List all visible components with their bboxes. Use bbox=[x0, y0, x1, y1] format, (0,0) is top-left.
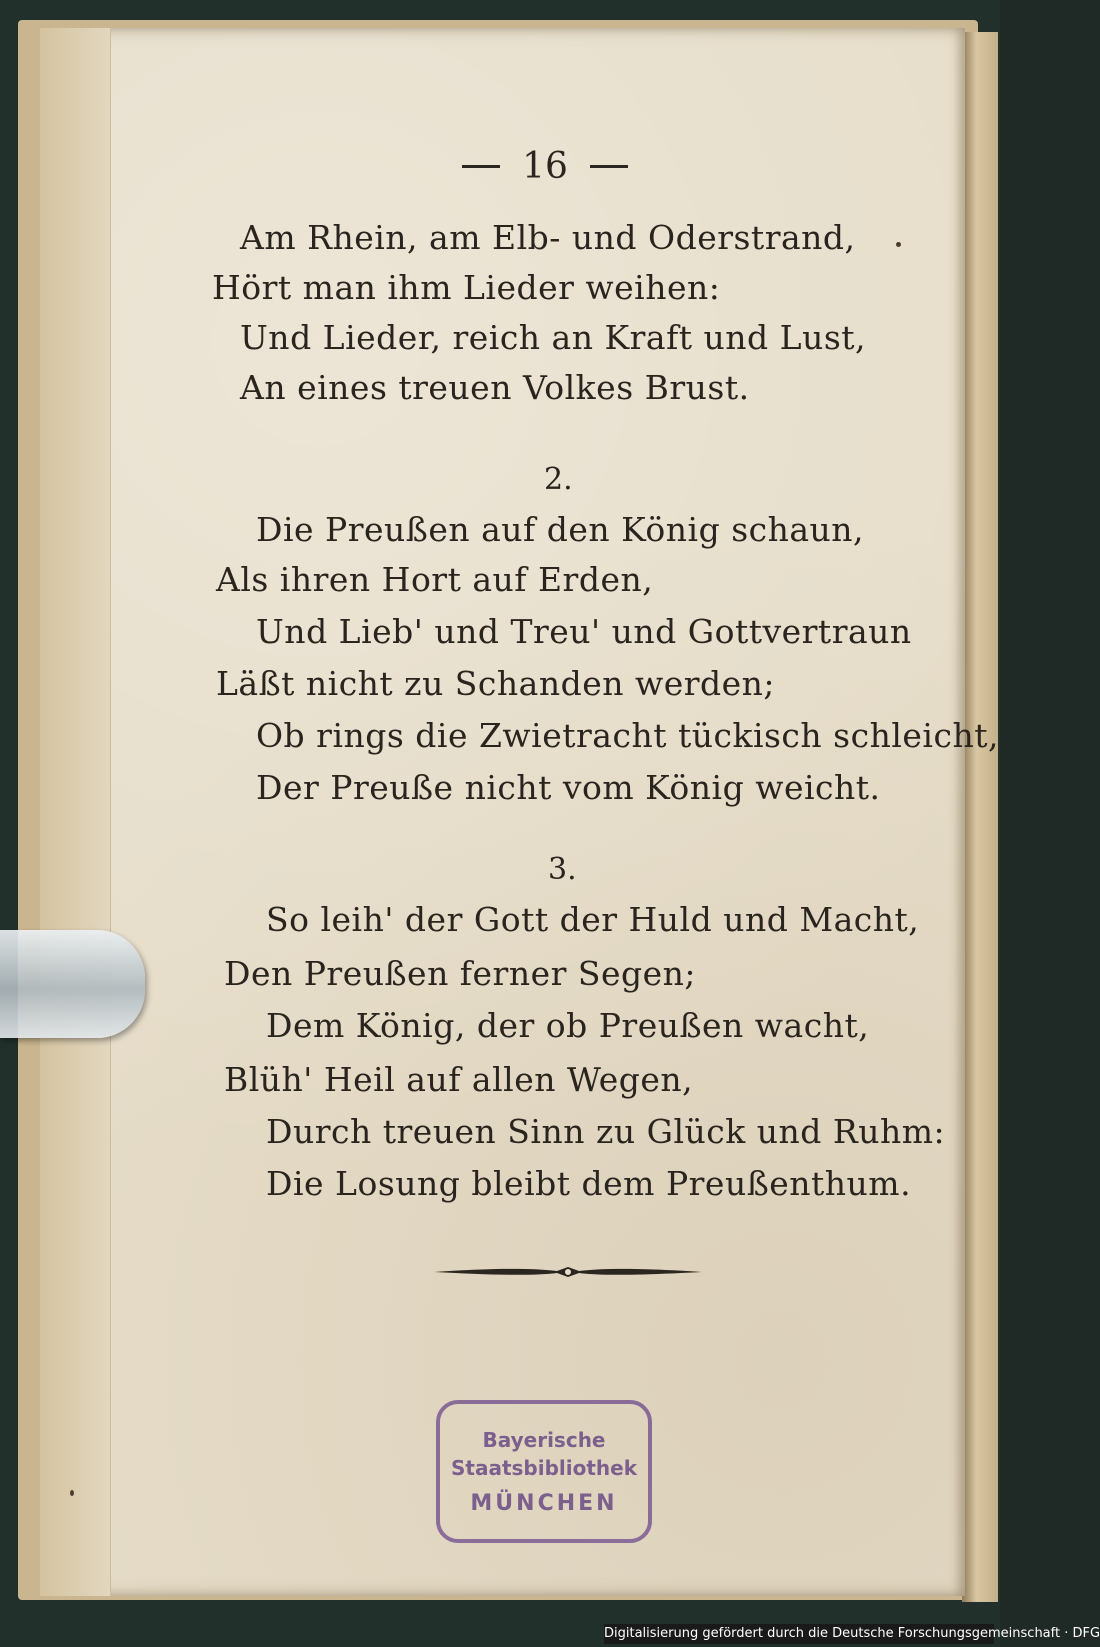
verse-line: Ob rings die Zwietracht tückisch schleicht, bbox=[256, 716, 999, 755]
verse-line: An eines treuen Volkes Brust. bbox=[240, 368, 750, 407]
verse-line: Die Losung bleibt dem Preußenthum. bbox=[266, 1164, 912, 1203]
verse-line: Den Preußen ferner Segen; bbox=[224, 954, 697, 993]
verse-line: Dem König, der ob Preußen wacht, bbox=[266, 1006, 870, 1045]
page-gutter bbox=[40, 28, 111, 1596]
page-number: 16 bbox=[522, 145, 568, 187]
stanza-number: 3. bbox=[548, 852, 577, 887]
stamp-city: MÜNCHEN bbox=[470, 1491, 618, 1516]
paper-speck bbox=[896, 242, 901, 247]
verse-line: Läßt nicht zu Schanden werden; bbox=[216, 664, 776, 703]
verse-line: Blüh' Heil auf allen Wegen, bbox=[224, 1060, 694, 1099]
digitization-credit: Digitalisierung gefördert durch die Deutsche Forschungsgemeinschaft · DFG bbox=[604, 1624, 994, 1644]
book-page bbox=[40, 28, 965, 1596]
verse-line: Der Preuße nicht vom König weicht. bbox=[256, 768, 881, 807]
paper-speck bbox=[70, 1490, 74, 1496]
page-clip bbox=[0, 930, 145, 1038]
verse-line: Und Lieder, reich an Kraft und Lust, bbox=[240, 318, 867, 357]
verse-line: Die Preußen auf den König schaun, bbox=[256, 510, 865, 549]
stamp-line-2: Staatsbibliothek bbox=[450, 1456, 638, 1480]
verse-line: Durch treuen Sinn zu Glück und Ruhm: bbox=[266, 1112, 946, 1151]
verse-line: Hört man ihm Lieder weihen: bbox=[212, 268, 721, 307]
verse-line: Und Lieb' und Treu' und Gottvertraun bbox=[256, 612, 912, 651]
page-header bbox=[430, 142, 660, 190]
stamp-line-1: Bayerische bbox=[482, 1428, 606, 1452]
library-stamp bbox=[436, 1400, 652, 1543]
verse-line: So leih' der Gott der Huld und Macht, bbox=[266, 900, 920, 939]
verse-line: Am Rhein, am Elb- und Oderstrand, bbox=[240, 218, 856, 257]
ornament-divider bbox=[432, 1262, 704, 1282]
stanza-number: 2. bbox=[544, 462, 573, 497]
page-stack-edge bbox=[962, 32, 998, 1602]
verse-line: Als ihren Hort auf Erden, bbox=[216, 560, 654, 599]
header-dash-right bbox=[590, 165, 628, 168]
header-dash-left bbox=[462, 165, 500, 168]
